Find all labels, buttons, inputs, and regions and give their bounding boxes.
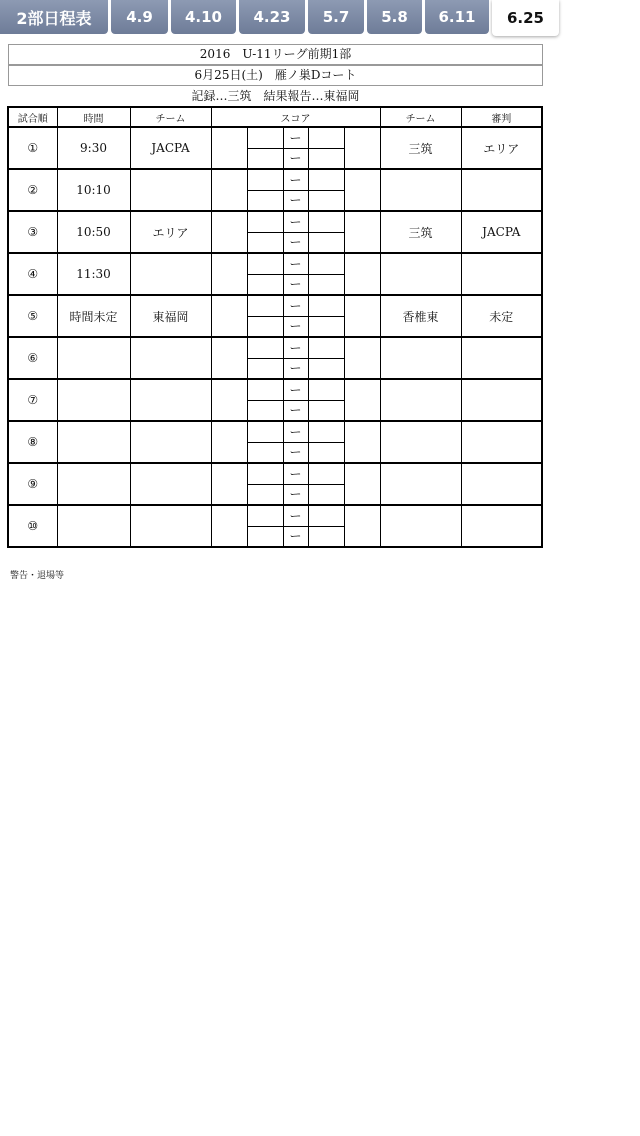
away-half-score <box>308 379 344 400</box>
home-team: JACPA <box>130 127 211 169</box>
match-time <box>57 337 130 379</box>
match-row <box>8 127 542 148</box>
home-total-score <box>211 463 247 505</box>
match-order: ① <box>8 127 57 169</box>
home-half-score <box>247 526 283 547</box>
home-half-score <box>247 358 283 379</box>
home-total-score <box>211 337 247 379</box>
col-header-score: スコア <box>211 107 380 127</box>
away-total-score <box>344 295 380 337</box>
home-half-score <box>247 400 283 421</box>
away-total-score <box>344 463 380 505</box>
score-dash: ー <box>283 358 308 379</box>
away-total-score <box>344 127 380 169</box>
home-total-score <box>211 127 247 169</box>
score-dash: ー <box>283 526 308 547</box>
referee <box>461 463 542 505</box>
match-row <box>8 505 542 526</box>
match-time: 10:10 <box>57 169 130 211</box>
home-half-score <box>247 379 283 400</box>
home-half-score <box>247 148 283 169</box>
away-team <box>380 337 461 379</box>
away-total-score <box>344 337 380 379</box>
away-team <box>380 505 461 547</box>
home-total-score <box>211 421 247 463</box>
match-row <box>8 421 542 442</box>
score-dash: ー <box>283 316 308 337</box>
match-order: ④ <box>8 253 57 295</box>
home-half-score <box>247 316 283 337</box>
match-order: ② <box>8 169 57 211</box>
away-team: 香椎東 <box>380 295 461 337</box>
away-half-score <box>308 169 344 190</box>
col-header-referee: 審判 <box>461 107 542 127</box>
away-half-score <box>308 253 344 274</box>
score-dash: ー <box>283 169 308 190</box>
home-half-score <box>247 505 283 526</box>
tab-5-7[interactable]: 5.7 <box>308 0 364 34</box>
tab-schedule[interactable]: 2部日程表 <box>0 0 108 34</box>
away-total-score <box>344 253 380 295</box>
away-half-score <box>308 484 344 505</box>
away-team <box>380 463 461 505</box>
record-line: 記録…三筑 結果報告…東福岡 <box>191 89 360 103</box>
match-time <box>57 379 130 421</box>
col-header-team2: チーム <box>380 107 461 127</box>
match-time: 11:30 <box>57 253 130 295</box>
away-half-score <box>308 526 344 547</box>
score-dash: ー <box>283 421 308 442</box>
away-team <box>380 169 461 211</box>
tab-4-23[interactable]: 4.23 <box>239 0 305 34</box>
away-half-score <box>308 127 344 148</box>
score-dash: ー <box>283 337 308 358</box>
score-dash: ー <box>283 379 308 400</box>
match-order: ⑦ <box>8 379 57 421</box>
home-total-score <box>211 169 247 211</box>
away-half-score <box>308 295 344 316</box>
home-half-score <box>247 232 283 253</box>
away-half-score <box>308 421 344 442</box>
away-half-score <box>308 442 344 463</box>
home-team <box>130 337 211 379</box>
away-half-score <box>308 232 344 253</box>
match-row <box>8 379 542 400</box>
match-order: ⑧ <box>8 421 57 463</box>
away-half-score <box>308 505 344 526</box>
score-dash: ー <box>283 484 308 505</box>
away-total-score <box>344 211 380 253</box>
score-dash: ー <box>283 190 308 211</box>
match-row <box>8 211 542 232</box>
home-total-score <box>211 211 247 253</box>
home-half-score <box>247 169 283 190</box>
away-half-score <box>308 358 344 379</box>
home-half-score <box>247 295 283 316</box>
away-total-score <box>344 379 380 421</box>
tab-4-9[interactable]: 4.9 <box>111 0 168 34</box>
home-team <box>130 379 211 421</box>
match-time: 時間未定 <box>57 295 130 337</box>
referee <box>461 169 542 211</box>
referee <box>461 337 542 379</box>
referee: 未定 <box>461 295 542 337</box>
referee <box>461 421 542 463</box>
match-order: ⑥ <box>8 337 57 379</box>
tab-bar <box>0 0 640 36</box>
match-time <box>57 463 130 505</box>
score-dash: ー <box>283 274 308 295</box>
score-dash: ー <box>283 505 308 526</box>
away-total-score <box>344 421 380 463</box>
home-half-score <box>247 190 283 211</box>
referee: エリア <box>461 127 542 169</box>
match-order: ⑩ <box>8 505 57 547</box>
match-time <box>57 505 130 547</box>
away-half-score <box>308 337 344 358</box>
match-row <box>8 253 542 274</box>
home-total-score <box>211 379 247 421</box>
away-total-score <box>344 169 380 211</box>
home-total-score <box>211 253 247 295</box>
home-half-score <box>247 484 283 505</box>
col-header-team1: チーム <box>130 107 211 127</box>
tab-5-8[interactable]: 5.8 <box>367 0 422 34</box>
away-total-score <box>344 505 380 547</box>
schedule-table <box>7 106 543 548</box>
away-half-score <box>308 274 344 295</box>
score-dash: ー <box>283 463 308 484</box>
date-venue: 6月25日(土) 雁ノ巣Dコート <box>8 65 543 86</box>
home-team: 東福岡 <box>130 295 211 337</box>
home-half-score <box>247 421 283 442</box>
match-time <box>57 421 130 463</box>
tab-6-25[interactable]: 6.25 <box>492 0 559 36</box>
score-dash: ー <box>283 211 308 232</box>
home-half-score <box>247 253 283 274</box>
match-order: ⑨ <box>8 463 57 505</box>
referee <box>461 253 542 295</box>
home-half-score <box>247 127 283 148</box>
score-dash: ー <box>283 127 308 148</box>
home-team <box>130 169 211 211</box>
score-dash: ー <box>283 232 308 253</box>
home-team: エリア <box>130 211 211 253</box>
match-time: 9:30 <box>57 127 130 169</box>
away-team: 三筑 <box>380 127 461 169</box>
home-team <box>130 421 211 463</box>
match-row <box>8 337 542 358</box>
home-total-score <box>211 295 247 337</box>
tab-6-11[interactable]: 6.11 <box>425 0 489 34</box>
home-half-score <box>247 211 283 232</box>
match-order: ⑤ <box>8 295 57 337</box>
score-dash: ー <box>283 442 308 463</box>
match-row <box>8 169 542 190</box>
away-team: 三筑 <box>380 211 461 253</box>
score-dash: ー <box>283 295 308 316</box>
away-team <box>380 421 461 463</box>
score-dash: ー <box>283 400 308 421</box>
referee: JACPA <box>461 211 542 253</box>
away-half-score <box>308 316 344 337</box>
match-time: 10:50 <box>57 211 130 253</box>
score-dash: ー <box>283 148 308 169</box>
tab-4-10[interactable]: 4.10 <box>171 0 236 34</box>
away-team <box>380 379 461 421</box>
home-total-score <box>211 505 247 547</box>
home-team <box>130 253 211 295</box>
home-half-score <box>247 463 283 484</box>
league-title: 2016 U-11リーグ前期1部 <box>8 44 543 65</box>
away-half-score <box>308 211 344 232</box>
away-half-score <box>308 400 344 421</box>
score-dash: ー <box>283 253 308 274</box>
warnings-note: 警告・退場等 <box>10 571 65 581</box>
away-team <box>380 253 461 295</box>
away-half-score <box>308 190 344 211</box>
home-half-score <box>247 337 283 358</box>
referee <box>461 505 542 547</box>
home-half-score <box>247 442 283 463</box>
home-team <box>130 463 211 505</box>
col-header-order: 試合順 <box>8 107 57 127</box>
away-half-score <box>308 148 344 169</box>
away-half-score <box>308 463 344 484</box>
referee <box>461 379 542 421</box>
match-row <box>8 463 542 484</box>
match-order: ③ <box>8 211 57 253</box>
home-half-score <box>247 274 283 295</box>
match-row <box>8 295 542 316</box>
home-team <box>130 505 211 547</box>
col-header-time: 時間 <box>57 107 130 127</box>
